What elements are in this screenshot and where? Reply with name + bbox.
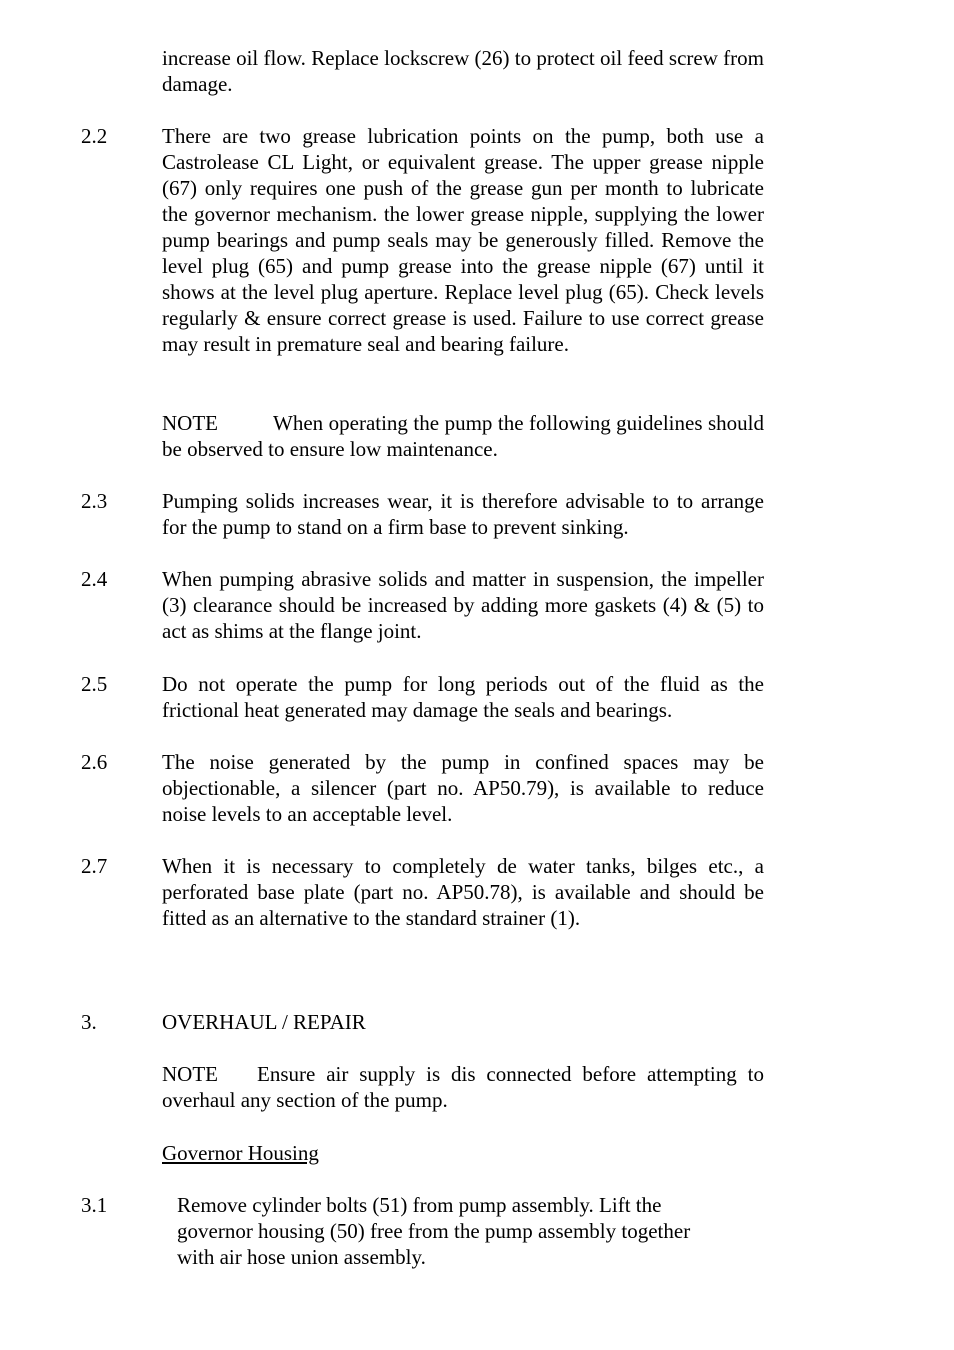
note-label: NOTE (162, 1062, 218, 1086)
subheading-governor-housing (162, 1140, 764, 1166)
section-3-1-line-2: governor housing (50) free from the pump assembly together (177, 1219, 691, 1243)
section-number-2-3: 2.3 (81, 489, 108, 513)
note-text: Ensure air supply is dis connected before attempting to overhaul any section of the pump. (162, 1062, 764, 1112)
section-number-2-6: 2.6 (81, 750, 108, 774)
section-heading-overhaul: OVERHAUL / REPAIR (162, 1010, 366, 1034)
subheading-title: Governor Housing (162, 1141, 319, 1165)
note-label: NOTE (162, 411, 218, 435)
section-number-3: 3. (81, 1010, 97, 1034)
section-text-2-4: When pumping abrasive solids and matter in suspension, the impeller (3) clearance should be increased by adding more gaskets (4) & (5) to act as shims at the flange joint. (162, 567, 764, 643)
section-number-3-1: 3.1 (81, 1193, 108, 1217)
note-text: When operating the pump the following guidelines should be observed to ensure low maintenance. (162, 411, 764, 461)
intro-paragraph: increase oil flow. Replace lockscrew (26) to protect oil feed screw from damage. (162, 46, 764, 96)
section-text-2-3: Pumping solids increases wear, it is therefore advisable to to arrange for the pump to stand on a firm base to prevent sinking. (162, 489, 764, 539)
section-number-2-5: 2.5 (81, 672, 108, 696)
note-maintenance (162, 410, 764, 462)
section-text-2-5: Do not operate the pump for long periods out of the fluid as the frictional heat generated may damage the seals and bearings. (162, 672, 764, 722)
note-air-supply (162, 1061, 764, 1113)
section-3-1-line-1: Remove cylinder bolts (51) from pump assembly. Lift the (177, 1193, 662, 1217)
section-3-1-line-3: with air hose union assembly. (177, 1245, 426, 1269)
section-text-2-7: When it is necessary to completely de water tanks, bilges etc., a perforated base plate (part no. AP50.78), is available and should be fitted as an alternative to the standard strainer (1). (162, 854, 764, 930)
section-number-2-4: 2.4 (81, 567, 108, 591)
section-text-2-6: The noise generated by the pump in confined spaces may be objectionable, a silencer (part no. AP50.79), is available to reduce noise levels to an acceptable level. (162, 750, 764, 826)
section-text-3-1 (177, 1192, 757, 1270)
section-number-2-7: 2.7 (81, 854, 108, 878)
section-text-2-2: There are two grease lubrication points on the pump, both use a Castrolease CL Light, or equivalent grease. The upper grease nipple (67) only requires one push of the grease gun per month to lubricate the governor mechanism. the lower grease nipple, supplying the lower pump bearings and pump seals may be generously filled. Remove the level plug (65) and pump grease into the grease nipple (67) until it shows at the level plug aperture. Replace level plug (65). Check levels regularly & ensure correct grease is used. Failure to use correct grease may result in premature seal and bearing failure. (162, 124, 764, 356)
section-number-2-2: 2.2 (81, 124, 108, 148)
